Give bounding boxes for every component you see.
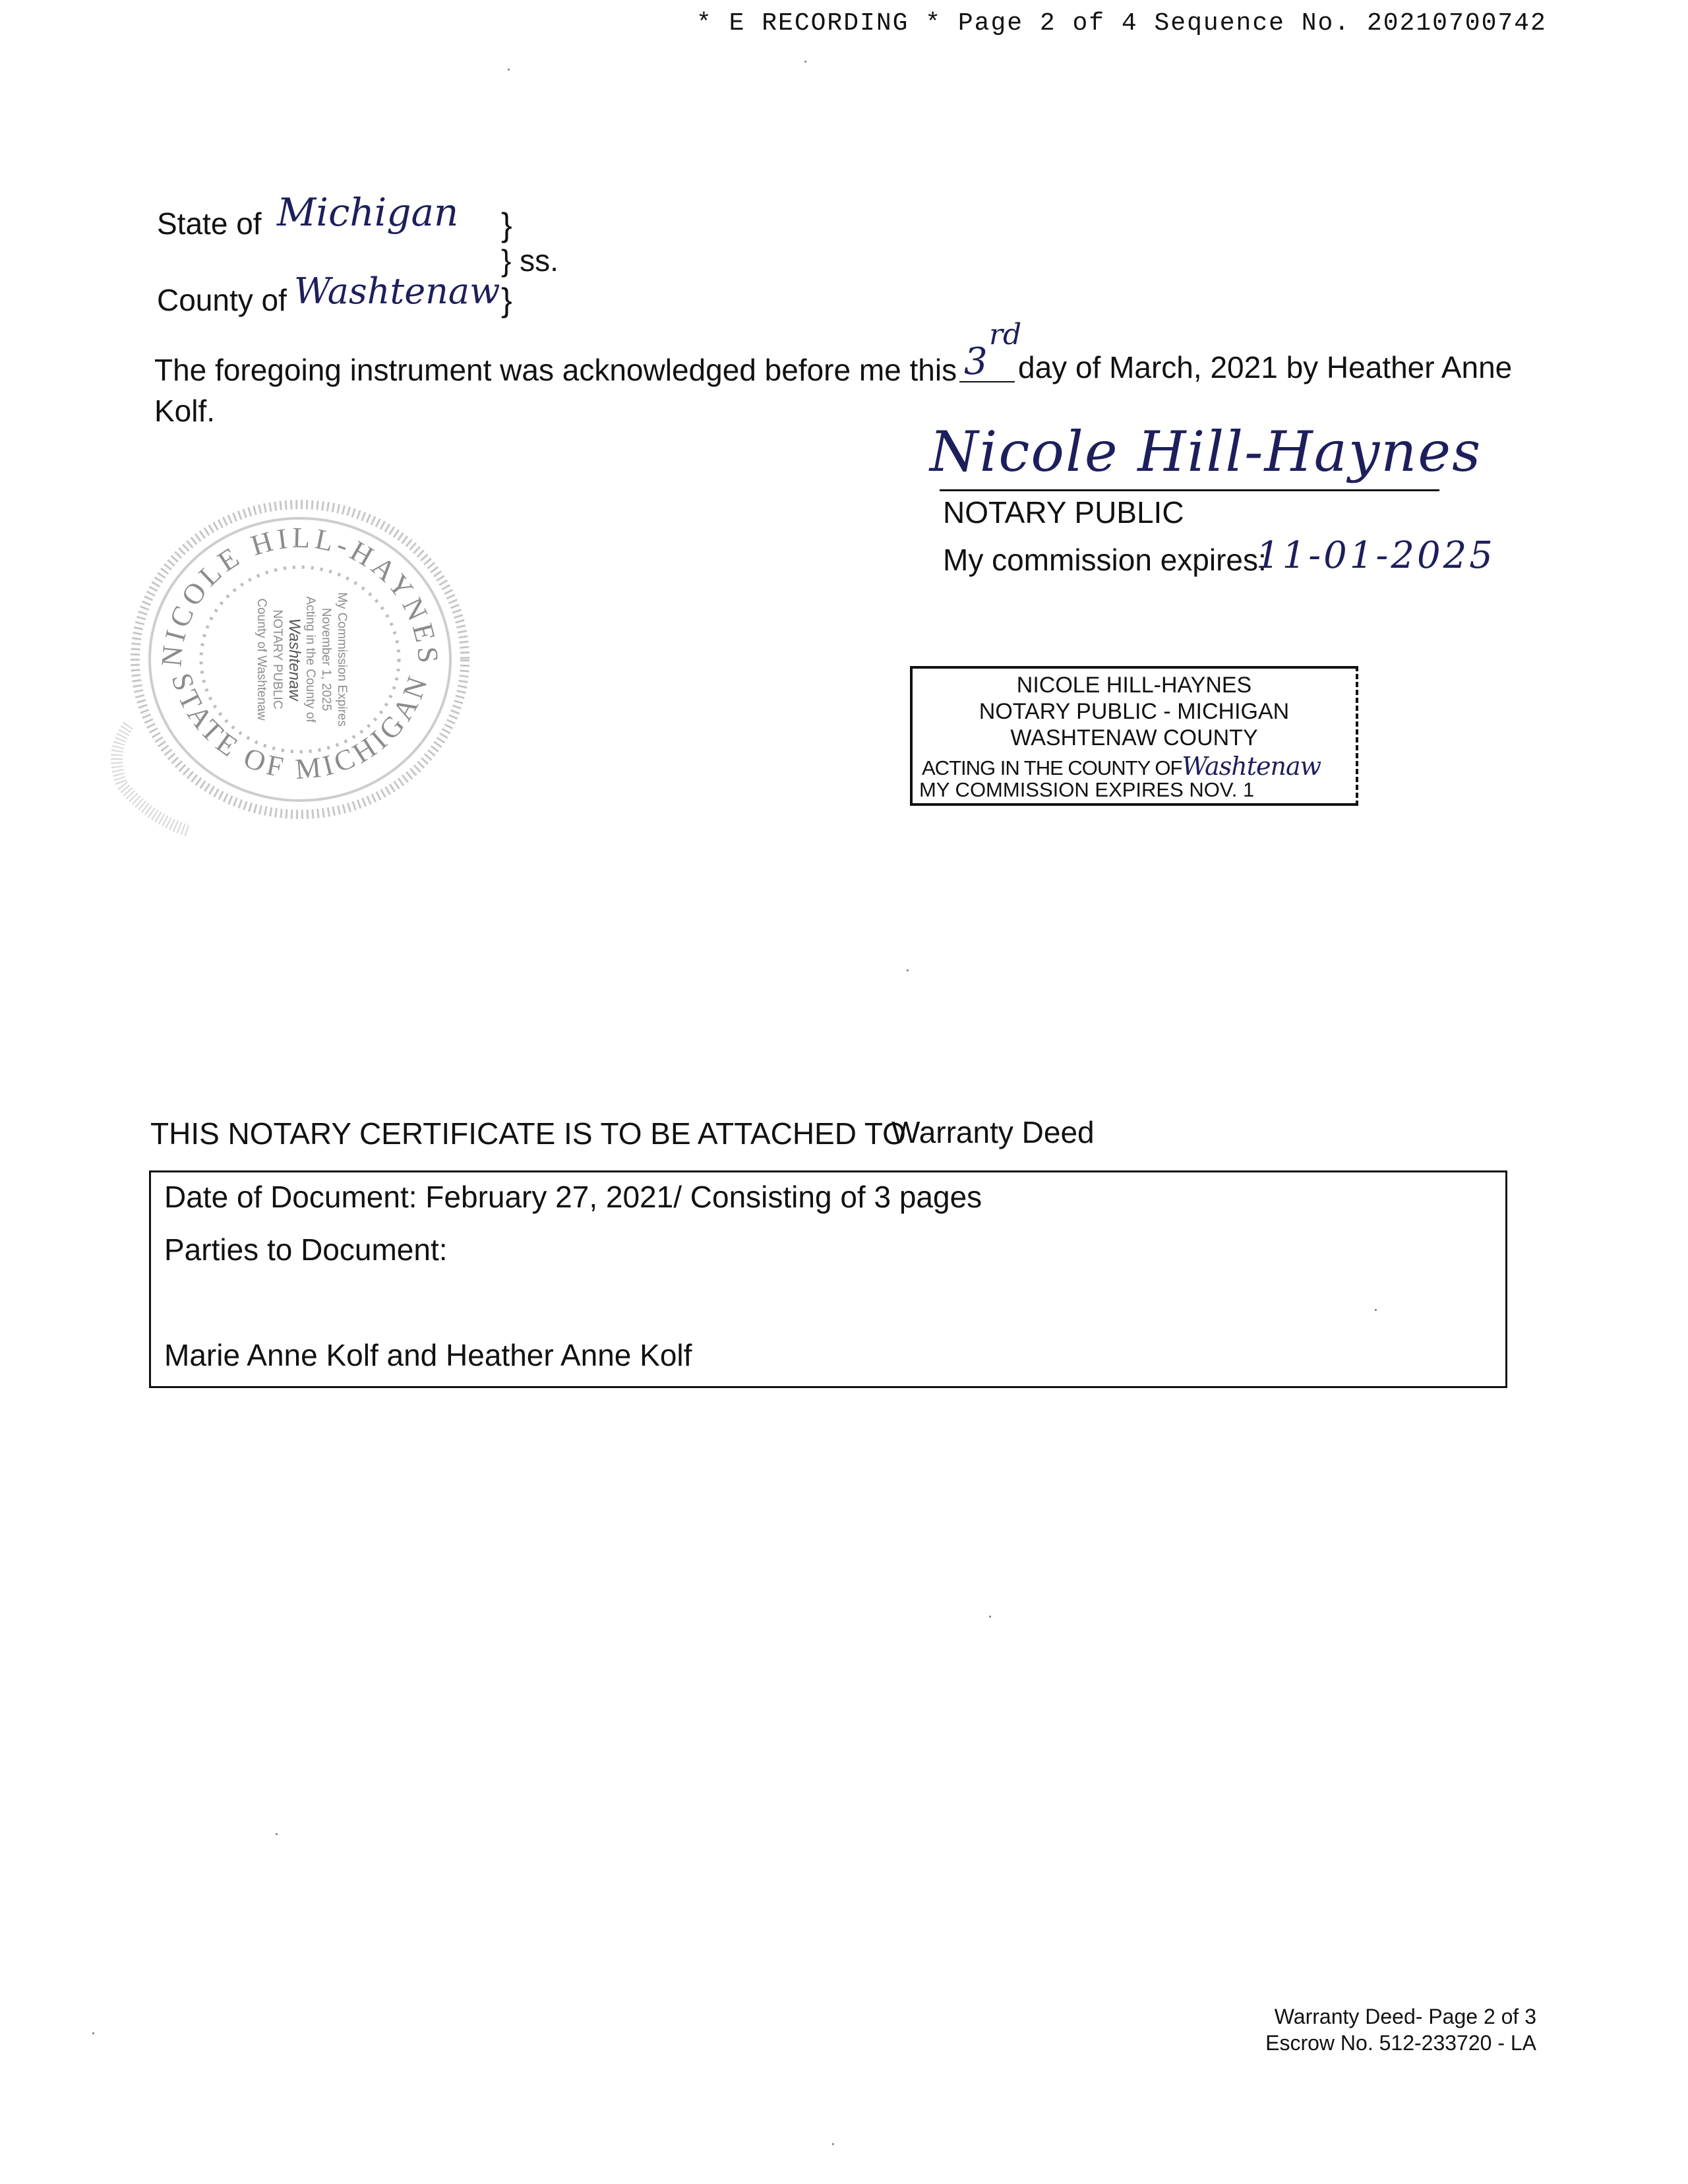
seal-outer-name: NICOLE HILL-HAYNES	[155, 521, 445, 669]
notary-stamp	[910, 666, 1358, 806]
stamp-acting-handwritten: Washtenaw	[1182, 752, 1321, 781]
commission-handwritten: 11-01-2025	[1256, 534, 1495, 577]
stamp-line-name: NICOLE HILL-HAYNES	[1016, 673, 1252, 698]
seal-inner-3: Acting in the County of	[303, 596, 317, 723]
ack-line2: Kolf.	[154, 394, 216, 428]
parties-value: Marie Anne Kolf and Heather Anne Kolf	[164, 1338, 692, 1372]
day-handwritten: 3	[964, 340, 988, 383]
day-suffix-handwritten: rd	[989, 318, 1022, 351]
ack-line1-start: The foregoing instrument was acknowledged before me this	[154, 353, 957, 387]
attach-value: Warranty Deed	[891, 1115, 1095, 1149]
parties-label: Parties to Document:	[164, 1232, 448, 1267]
scan-speck	[832, 2143, 834, 2145]
seal-inner-6: County of Washtenaw	[255, 598, 268, 721]
ack-line1-end: day of March, 2021 by Heather Anne	[1018, 350, 1513, 384]
notary-signature: Nicole Hill-Haynes	[930, 419, 1482, 484]
signature-line	[940, 489, 1439, 491]
seal-inner-5: NOTARY PUBLIC	[270, 609, 284, 710]
ss-label: } ss.	[501, 243, 558, 278]
stamp-line-county: WASHTENAW COUNTY	[1010, 725, 1258, 750]
brace-bottom: }	[501, 282, 512, 318]
seal-inner-4: Washtenaw	[286, 618, 303, 701]
document-details-box	[149, 1170, 1507, 1388]
notary-title: NOTARY PUBLIC	[943, 495, 1184, 530]
date-of-document: Date of Document: February 27, 2021/ Consisting of 3 pages	[164, 1180, 982, 1214]
scan-speck	[276, 1833, 278, 1835]
state-handwritten: Michigan	[277, 190, 459, 235]
seal-inner-2: November 1, 2025	[319, 607, 333, 712]
stamp-line-expires: MY COMMISSION EXPIRES NOV. 1	[919, 778, 1255, 801]
footer-escrow: Escrow No. 512-233720 - LA	[1265, 2031, 1536, 2055]
county-label: County of	[157, 283, 287, 317]
recording-header: * E RECORDING * Page 2 of 4 Sequence No. 20210700742	[696, 9, 1547, 38]
state-label: State of	[157, 206, 262, 241]
seal-inner-1: My Commission Expires	[335, 592, 349, 727]
scan-speck	[907, 969, 909, 971]
brace-top: }	[501, 206, 512, 243]
notary-seal	[102, 475, 498, 844]
stamp-acting-label: ACTING IN THE COUNTY OF	[922, 756, 1182, 779]
seal-outer-state: STATE OF MICHIGAN	[165, 669, 435, 786]
attach-label: THIS NOTARY CERTIFICATE IS TO BE ATTACHED TO	[150, 1116, 906, 1151]
stamp-line-title: NOTARY PUBLIC - MICHIGAN	[979, 699, 1290, 724]
scan-speck	[989, 1616, 991, 1618]
county-handwritten: Washtenaw	[294, 270, 500, 312]
scan-speck	[508, 69, 510, 71]
scan-speck	[1375, 1309, 1377, 1311]
footer-page: Warranty Deed- Page 2 of 3	[1274, 2005, 1536, 2028]
stamp-line-acting	[922, 752, 1321, 781]
scan-speck	[92, 2032, 94, 2034]
scan-speck	[804, 61, 806, 63]
commission-label: My commission expires:	[943, 543, 1267, 577]
